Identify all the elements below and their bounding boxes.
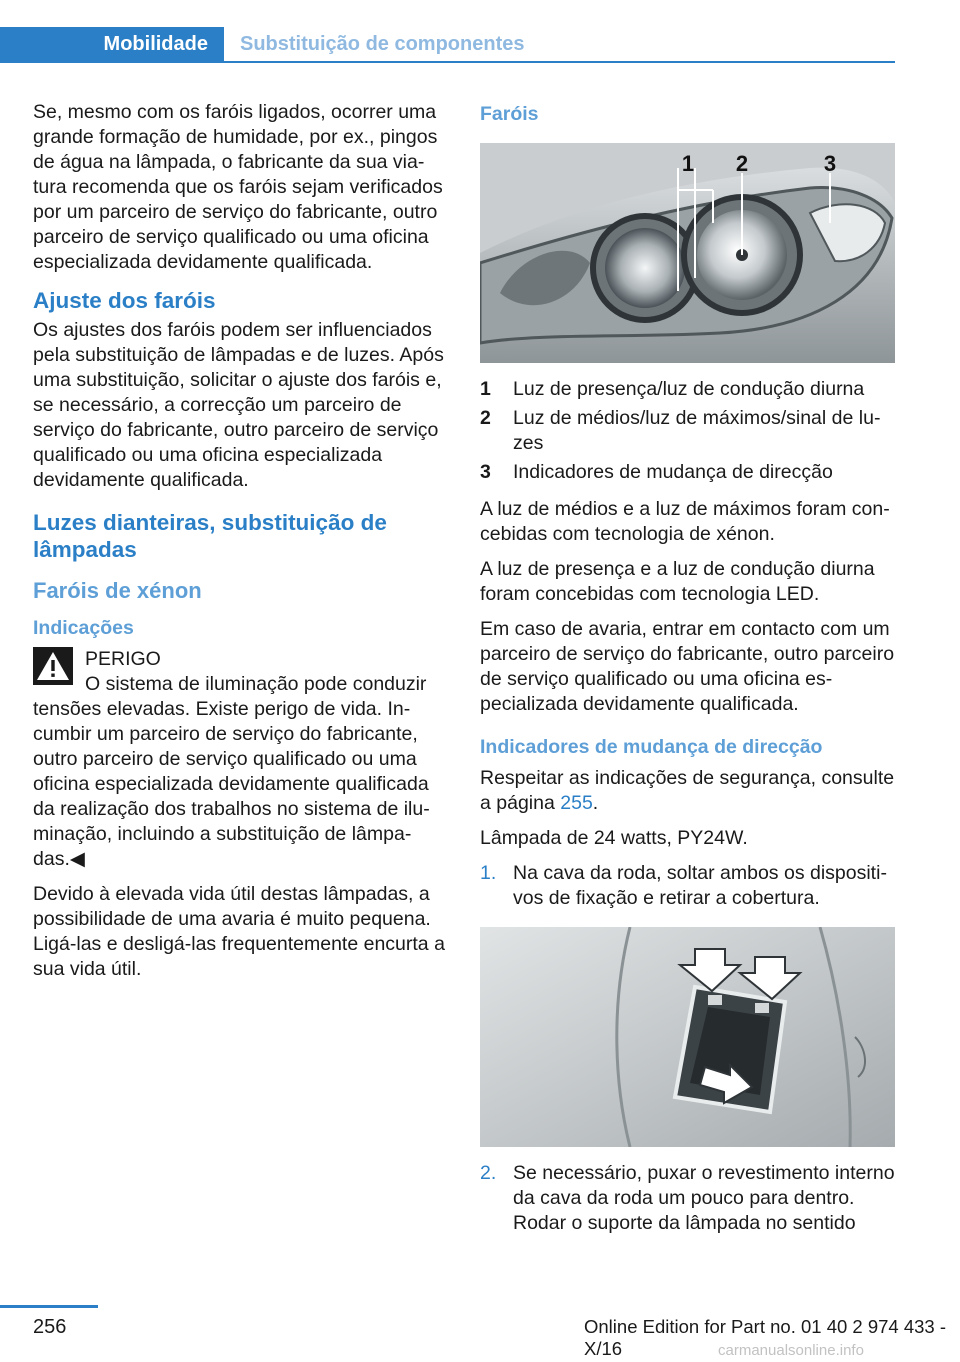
step-item	[480, 1161, 895, 1236]
callout-1: 1	[681, 151, 695, 176]
headlight-figure	[480, 143, 895, 363]
subsection-tab[interactable]: Substituição de componentes	[240, 33, 525, 55]
legend-text: Luz de médios/luz de máximos/sinal de luzes	[513, 407, 881, 454]
step-item	[480, 861, 895, 911]
edition-text: Online Edition for Part no. 01 40 2 974 433 - X/16	[584, 1316, 947, 1359]
legend-item	[480, 377, 895, 402]
legend-number: 2	[480, 407, 491, 429]
step-number: 1.	[480, 862, 497, 884]
header-divider	[0, 61, 895, 63]
bulb-life-paragraph: Devido à elevada vida útil destas lâmpadas, a possibilidade de uma avaria é muito pequena. Ligá-las e desligá-las frequentemente encurta a sua vida útil.	[33, 883, 445, 980]
wheel-arch-figure	[480, 927, 895, 1147]
figure-legend	[480, 377, 895, 485]
heading-headlights: Faróis	[480, 103, 539, 125]
xenon-paragraph: A luz de médios e a luz de máximos foram concebidas com tecnologia de xénon.	[480, 498, 890, 545]
page-header	[0, 27, 895, 63]
legend-text: Luz de presença/luz de condução diurna	[513, 378, 865, 400]
headlight-illustration	[480, 143, 895, 363]
bulb-paragraph: Lâmpada de 24 watts, PY24W.	[480, 827, 748, 849]
page-reference-link[interactable]: 255	[560, 792, 593, 814]
intro-paragraph: Se, mesmo com os faróis ligados, ocorrer uma grande formação de humidade, por ex., pingos de água na lâmpada, o fabricante da sua viatura recomenda que os faróis sejam verificados por um parceiro de serviço do fabricante, outro parceiro de serviço qualificado ou uma oficina especializada devidamente qualificada.	[33, 101, 443, 273]
warning-triangle-icon	[33, 647, 73, 685]
left-column	[33, 100, 448, 992]
legend-item	[480, 406, 895, 456]
danger-warning	[33, 647, 448, 872]
callout-3: 3	[823, 151, 837, 176]
legend-item	[480, 460, 895, 485]
footer-divider	[0, 1305, 98, 1308]
fault-paragraph: Em caso de avaria, entrar em contacto com um parceiro de serviço do fabricante, outro parceiro de serviço qualificado ou uma oficina especializada devidamente qualificada.	[480, 618, 895, 715]
step-list-2	[480, 1161, 895, 1236]
led-paragraph: A luz de presença e a luz de condução diurna foram concebidas com tecnologia LED.	[480, 558, 875, 605]
safety-paragraph	[480, 766, 895, 816]
step-number: 2.	[480, 1162, 497, 1184]
heading-headlight-adjustment: Ajuste dos faróis	[33, 288, 216, 313]
legend-number: 3	[480, 461, 491, 483]
callout-2: 2	[735, 151, 749, 176]
watermark: carmanualsonline.info	[718, 1342, 864, 1359]
wheel-arch-illustration	[480, 927, 895, 1147]
step-list	[480, 861, 895, 911]
heading-notes: Indicações	[33, 617, 134, 639]
right-column	[480, 100, 895, 1246]
safety-text: Respeitar as indicações de segurança, consulte a página	[480, 767, 895, 814]
safety-end: .	[592, 792, 599, 814]
heading-xenon: Faróis de xénon	[33, 578, 202, 603]
section-tab[interactable]: Mobilidade	[0, 27, 224, 61]
adjustment-paragraph: Os ajustes dos faróis podem ser influenciados pela substituição de lâmpadas e de luzes. Após uma substituição, solicitar o ajuste dos faróis e, se necessário, a correcção um parceiro de serviço do fabricante, outro parceiro de serviço qualificado ou uma oficina especializada devidamente qualificada.	[33, 319, 444, 491]
warning-text: O sistema de iluminação pode conduzir tensões elevadas. Existe perigo de vida. Incumbir um parceiro de serviço do fabricante, outro parceiro de serviço qualificado ou uma oficina especializada devidamente qualificada da realização dos trabalhos no sistema de iluminação, incluindo a substituição de lâmpadas.◀	[33, 673, 430, 870]
heading-front-lights: Luzes dianteiras, substituição de lâmpadas	[33, 510, 387, 562]
step-text: Se necessário, puxar o revestimento interno da cava da roda um pouco para dentro. Rodar o suporte da lâmpada no sentido	[513, 1162, 895, 1234]
heading-turn-indicators: Indicadores de mudança de direcção	[480, 736, 823, 758]
page-number: 256	[33, 1316, 67, 1338]
legend-number: 1	[480, 378, 491, 400]
step-text: Na cava da roda, soltar ambos os dispositivos de fixação e retirar a cobertura.	[513, 862, 887, 909]
legend-text: Indicadores de mudança de direcção	[513, 461, 833, 483]
warning-title: PERIGO	[85, 648, 161, 670]
